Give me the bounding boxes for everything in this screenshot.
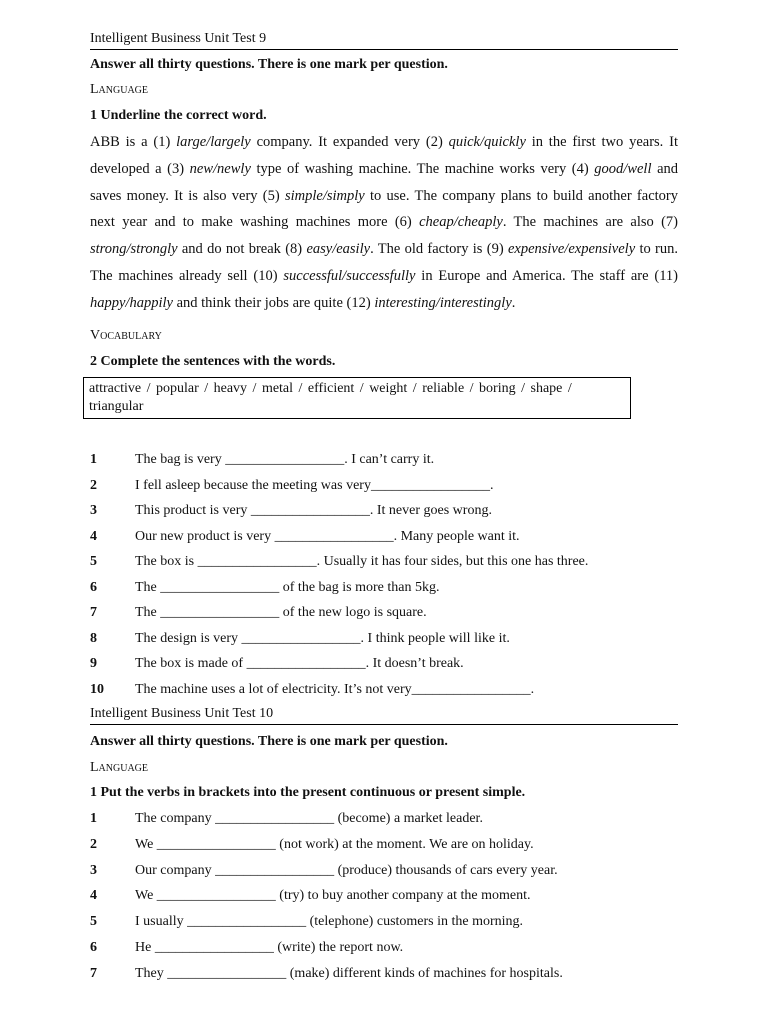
unit10-header: Intelligent Business Unit Test 10 — [90, 705, 678, 725]
word-choice: new/newly — [189, 160, 251, 177]
word-choice: happy/happily — [90, 294, 173, 311]
unit9-sentence-row — [90, 680, 534, 700]
question-text: The box is made of _________________. It doesn’t break. — [135, 656, 464, 671]
question-text: The bag is very _________________. I can’t carry it. — [135, 452, 435, 467]
paragraph-text: and do not break (8) — [177, 241, 307, 258]
unit9-task1-paragraph — [90, 129, 678, 317]
unit9-sentence-row — [90, 654, 464, 674]
question-number: 3 — [90, 503, 97, 518]
paragraph-text: and think their jobs are quite (12) — [172, 294, 375, 311]
question-number: 2 — [90, 477, 97, 493]
question-text: The box is _________________. Usually it has four sides, but this one has three. — [135, 554, 589, 569]
question-text: The company _________________ (become) a market leader. — [135, 811, 483, 826]
unit9-task2-title: 2 Complete the sentences with the words. — [90, 354, 336, 369]
paragraph-text: to run. The machines already sell (10) — [90, 241, 678, 284]
paragraph-text: and saves money. It is also very (5) — [90, 160, 679, 204]
question-number: 8 — [90, 630, 97, 646]
question-text: I usually _________________ (telephone) customers in the morning. — [135, 914, 524, 930]
unit10-sentence-row — [90, 861, 558, 881]
question-number: 7 — [90, 965, 97, 981]
unit9-language-heading: Language — [90, 82, 148, 97]
question-text: They _________________ (make) different kinds of machines for hospitals. — [135, 965, 563, 981]
question-text: The machine uses a lot of electricity. It’s not very_________________. — [135, 681, 535, 697]
unit10-sentence-row — [90, 964, 563, 984]
question-number: 6 — [90, 579, 97, 595]
question-number: 9 — [90, 656, 97, 671]
word-box: attractive / popular / heavy / metal / efficient / weight / reliable / boring / shape / triangular — [83, 377, 631, 419]
paragraph-text: company. It expanded very (2) — [250, 134, 449, 150]
question-number: 6 — [90, 940, 97, 955]
unit9-sentence-row — [90, 578, 439, 598]
question-number: 10 — [90, 681, 104, 697]
question-number: 4 — [90, 528, 97, 544]
unit9-task1-title: 1 Underline the correct word. — [90, 108, 267, 123]
unit9-vocabulary-heading: Vocabulary — [90, 328, 162, 343]
question-text: He _________________ (write) the report now. — [135, 940, 404, 955]
question-number: 4 — [90, 888, 97, 904]
paragraph-text: in Europe and America. The staff are (11) — [415, 267, 678, 284]
question-number: 7 — [90, 605, 97, 620]
paragraph-text: . — [511, 294, 516, 311]
unit9-sentence-row — [90, 476, 493, 496]
unit9-sentence-row — [90, 552, 588, 572]
word-choice: successful/successfully — [283, 267, 416, 284]
unit9-sentence-row — [90, 501, 492, 521]
question-text: The _________________ of the new logo is square. — [135, 605, 427, 620]
question-number: 1 — [90, 811, 97, 826]
word-choice: simple/simply — [284, 187, 365, 204]
question-text: Our new product is very _________________. Many people want it. — [135, 528, 520, 544]
paragraph-text: to use. The company plans to build another factory next year and to make washing machines more (6) — [90, 187, 678, 231]
paragraph-text: ABB is a (1) — [90, 134, 177, 150]
paragraph-text: . The old factory is (9) — [370, 241, 508, 258]
unit10-sentence-row — [90, 912, 523, 932]
question-text: The design is very _________________. I think people will like it. — [135, 630, 510, 646]
unit10-language-heading: Language — [90, 760, 148, 775]
word-choice: cheap/cheaply — [419, 214, 503, 231]
unit10-sentence-row — [90, 809, 483, 829]
unit9-sentence-row — [90, 603, 427, 623]
question-text: I fell asleep because the meeting was very_________________. — [135, 477, 494, 493]
question-text: This product is very _________________. It never goes wrong. — [135, 503, 492, 518]
question-number: 5 — [90, 914, 97, 930]
unit10-instruction: Answer all thirty questions. There is one mark per question. — [90, 734, 448, 749]
unit9-sentence-row — [90, 629, 510, 649]
unit10-sentence-row — [90, 835, 534, 855]
word-choice: good/well — [594, 160, 652, 177]
question-text: Our company _________________ (produce) thousands of cars every year. — [135, 862, 558, 878]
word-choice: interesting/interestingly — [374, 294, 512, 311]
paragraph-text: type of washing machine. The machine works very (4) — [250, 160, 595, 177]
unit9-sentence-row — [90, 450, 434, 470]
unit9-instruction: Answer all thirty questions. There is one mark per question. — [90, 57, 448, 72]
word-choice: quick/quickly — [448, 134, 526, 150]
question-number: 1 — [90, 452, 97, 467]
question-number: 5 — [90, 554, 97, 569]
unit10-task1-title: 1 Put the verbs in brackets into the present continuous or present simple. — [90, 785, 526, 800]
unit9-sentence-row — [90, 527, 520, 547]
word-choice: large/largely — [176, 134, 251, 150]
question-text: The _________________ of the bag is more than 5kg. — [135, 579, 440, 595]
question-number: 3 — [90, 862, 97, 878]
paragraph-text: in the first two years. It developed a (3) — [90, 134, 678, 177]
unit10-sentence-row — [90, 886, 530, 906]
question-number: 2 — [90, 836, 97, 852]
unit9-header: Intelligent Business Unit Test 9 — [90, 30, 678, 50]
question-text: We _________________ (not work) at the moment. We are on holiday. — [135, 836, 534, 852]
question-text: We _________________ (try) to buy another company at the moment. — [135, 888, 531, 904]
paragraph-text: . The machines are also (7) — [502, 214, 678, 231]
word-choice: strong/strongly — [90, 241, 178, 258]
word-choice: easy/easily — [306, 241, 371, 258]
unit10-sentence-row — [90, 938, 403, 958]
word-choice: expensive/expensively — [507, 241, 636, 258]
